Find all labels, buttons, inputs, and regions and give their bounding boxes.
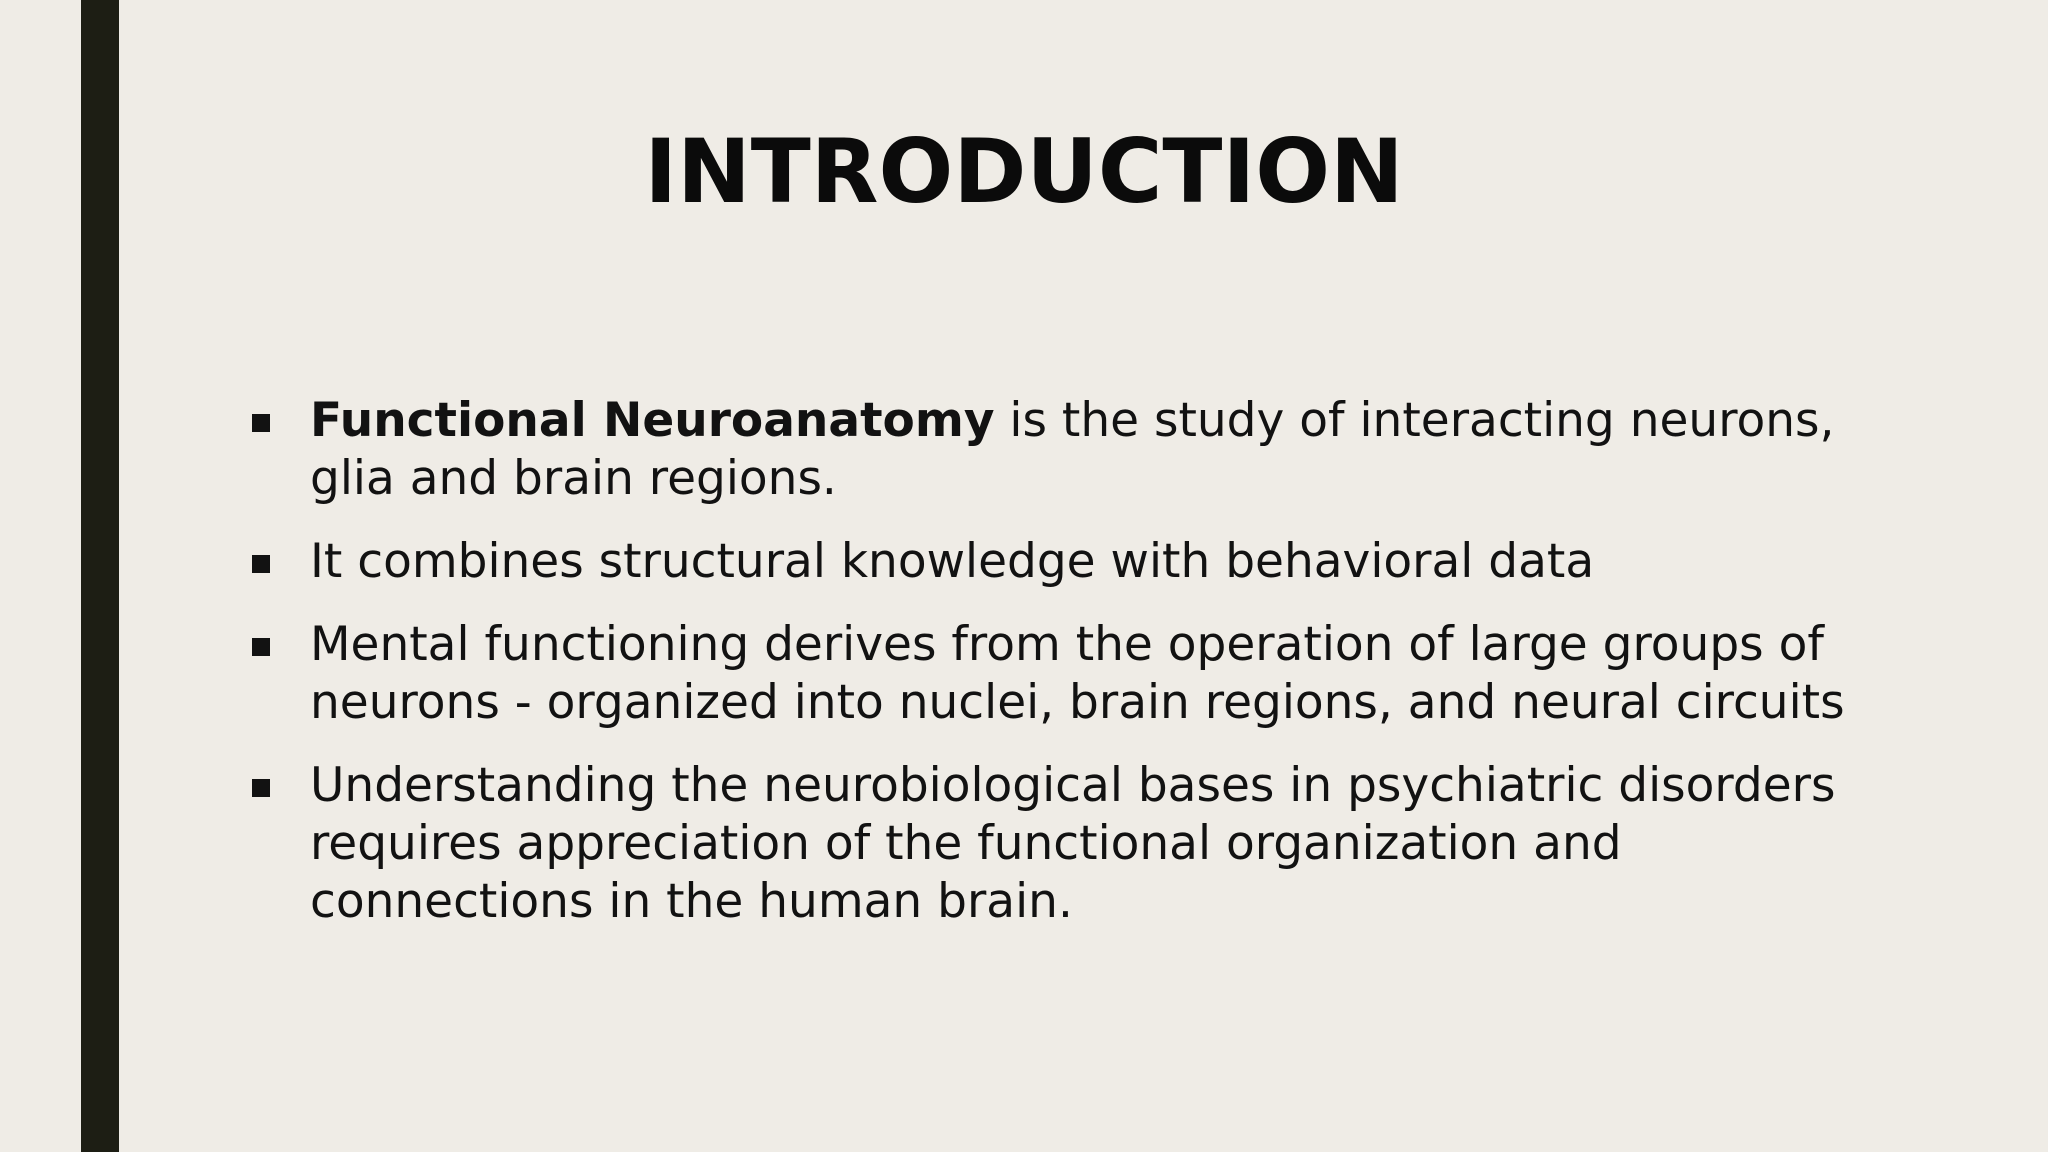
bullet-text: It combines structural knowledge with behavioral data (310, 534, 1595, 589)
bullet-item (246, 533, 1886, 591)
square-bullet-icon (252, 555, 270, 573)
bullet-bold-term: Functional Neuroanatomy (310, 393, 995, 448)
bullet-text: is the study of interacting neurons, glia and brain regions. (310, 393, 1835, 506)
slide-title: INTRODUCTION (644, 120, 1404, 223)
bullet-list (246, 392, 1886, 956)
square-bullet-icon (252, 414, 270, 432)
bullet-item (246, 616, 1886, 732)
bullet-text: Mental functioning derives from the operation of large groups of neurons - organized into nuclei, brain regions, and neural circuits (310, 617, 1845, 730)
bullet-text: Understanding the neurobiological bases in psychiatric disorders requires appreciation of the functional organization and connections in the human brain. (310, 758, 1836, 929)
square-bullet-icon (252, 638, 270, 656)
bullet-item (246, 757, 1886, 931)
bullet-item (246, 392, 1886, 508)
square-bullet-icon (252, 779, 270, 797)
